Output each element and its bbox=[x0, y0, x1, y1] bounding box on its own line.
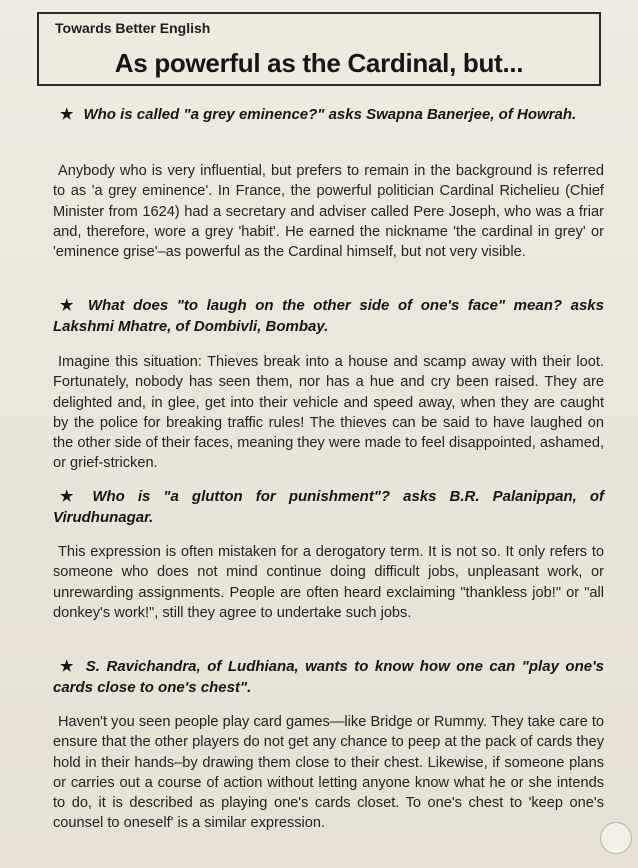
answer-block-2 bbox=[53, 352, 604, 474]
star-icon: ★ bbox=[60, 488, 83, 505]
watermark-badge bbox=[600, 822, 632, 854]
star-icon: ★ bbox=[60, 658, 76, 675]
question-text: What does "to laugh on the other side of one's face" mean? asks Lakshmi Mhatre, of Dombivli, Bombay. bbox=[53, 297, 604, 335]
qa-item-1 bbox=[53, 104, 604, 125]
article-title: As powerful as the Cardinal, but... bbox=[114, 48, 524, 78]
answer-1: Anybody who is very influential, but prefers to remain in the background is referred to as 'a grey eminence'. In France, the powerful politician Cardinal Richelieu (Chief Minister from 1624) had a secretary and adviser called Pere Joseph, who was a friar and, therefore, wore a grey 'habit'. He earned the nickname 'the cardinal in grey' or 'eminence grise'–as powerful as the Cardinal himself, but not very visible. bbox=[53, 163, 604, 261]
column-header bbox=[37, 12, 601, 86]
question-text: S. Ravichandra, of Ludhiana, wants to know how one can "play one's cards close to one's chest". bbox=[53, 658, 604, 696]
answer-3: This expression is often mistaken for a derogatory term. It is not so. It only refers to someone who does not mind continue doing difficult jobs, unpleasant work, or unrewarding assignments. People are often heard exclaiming "thankless job!" or "all donkey's work!", still they agree to undertake such jobs. bbox=[53, 544, 604, 621]
question-text: Who is "a glutton for punishment"? asks B.R. Palanippan, of Virudhunagar. bbox=[53, 488, 604, 526]
question-2 bbox=[53, 295, 604, 337]
answer-4: Haven't you seen people play card games—like Bridge or Rummy. They take care to ensure that the other players do not get any chance to peep at the pack of cards they hold in their hands–by drawing them close to their chest. Likewise, if someone plans or carries out a course of action without letting anyone know what he or she intends to do, it is described as playing one's cards closet. To one's chest to 'keep one's counsel to oneself' is a similar expression. bbox=[53, 714, 604, 832]
question-3 bbox=[53, 486, 604, 528]
column-kicker: Towards Better English bbox=[55, 20, 211, 36]
qa-item-2 bbox=[53, 295, 604, 337]
question-4 bbox=[53, 656, 604, 698]
question-1 bbox=[53, 104, 604, 125]
star-icon: ★ bbox=[60, 297, 78, 314]
answer-block-3 bbox=[53, 542, 604, 623]
qa-item-3 bbox=[53, 486, 604, 528]
answer-2: Imagine this situation: Thieves break into a house and scamp away with their loot. Fortunately, nobody has seen them, nor has a hue and cry been raised. They are delighted and, in glee, get into their vehicle and speed away, when they are caught by the police for breaking traffic rules! The thieves can be said to have laughed on the other side of their faces, meaning they were made to feel disappointed, ashamed, or grief-stricken. bbox=[53, 354, 604, 472]
answer-block-1 bbox=[53, 161, 604, 262]
qa-item-4 bbox=[53, 656, 604, 698]
question-text: Who is called "a grey eminence?" asks Swapna Banerjee, of Howrah. bbox=[83, 106, 577, 123]
answer-block-4 bbox=[53, 712, 604, 834]
star-icon: ★ bbox=[60, 106, 74, 123]
